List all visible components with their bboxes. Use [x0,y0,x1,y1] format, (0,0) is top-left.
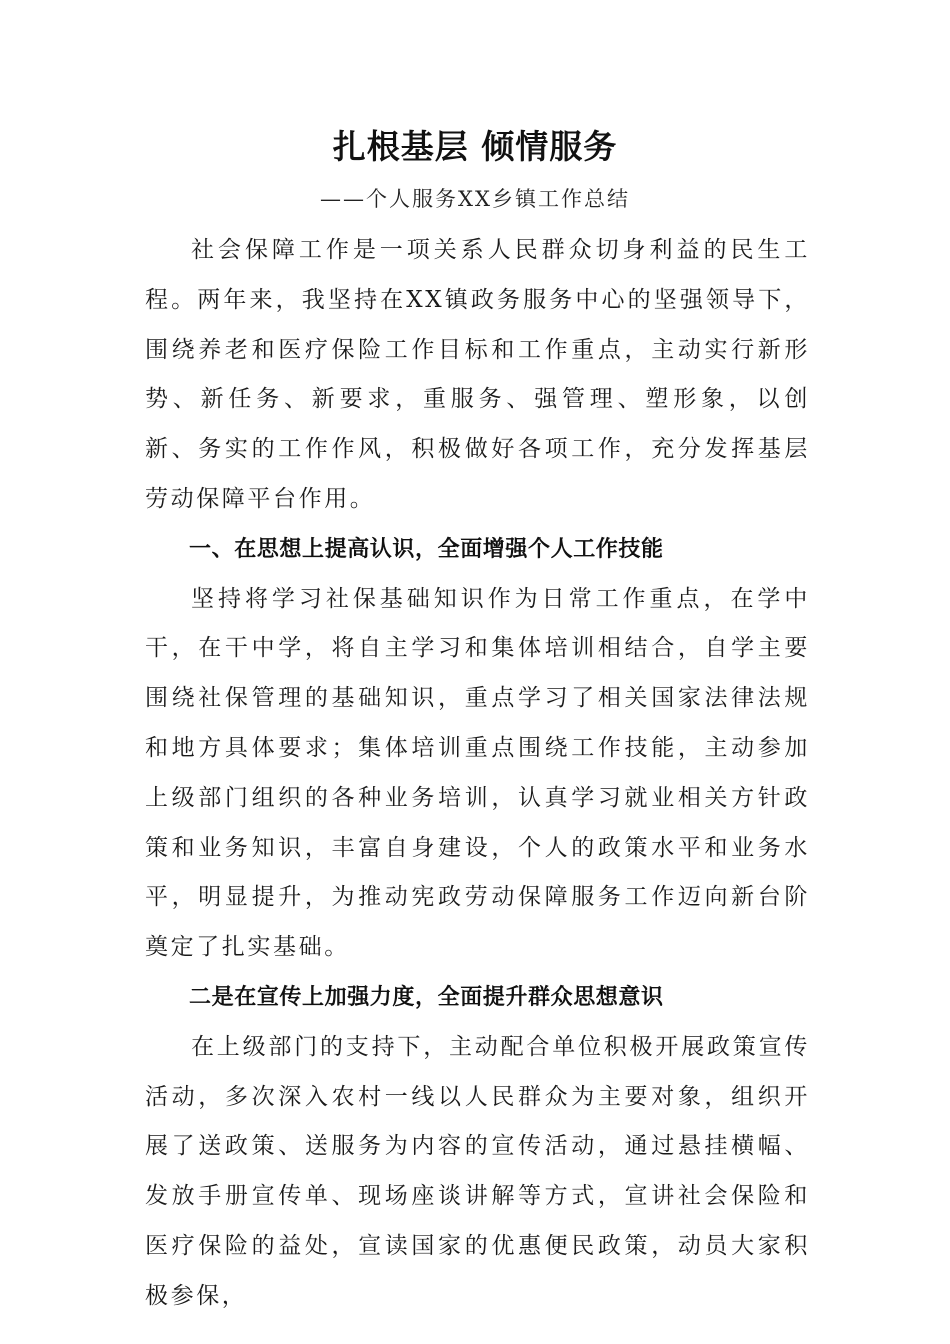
section-heading-1: 一、在思想上提高认识，全面增强个人工作技能 [189,536,664,562]
section-1-paragraph: 坚持将学习社保基础知识作为日常工作重点，在学中干，在干中学，将自主学习和集体培训相结合，自学主要围绕社保管理的基础知识，重点学习了相关国家法律法规和地方具体要求；集体培训重点围绕工作技能，主动参加上级部门组织的各种业务培训，认真学习就业相关方针政策和业务知识，丰富自身建设，个人的政策水平和业务水平，明显提升，为推动宪政劳动保障服务工作迈向新台阶奠定了扎实基础。 [145,585,810,961]
document-body [145,226,810,1322]
intro-paragraph: 社会保障工作是一项关系人民群众切身利益的民生工程。两年来，我坚持在XX镇政务服务中心的坚强领导下，围绕养老和医疗保险工作目标和工作重点，主动实行新形势、新任务、新要求，重服务、强管理、塑形象，以创新、务实的工作作风，积极做好各项工作，充分发挥基层劳动保障平台作用。 [145,237,810,512]
section-2-paragraph: 在上级部门的支持下，主动配合单位积极开展政策宣传活动，多次深入农村一线以人民群众为主要对象，组织开展了送政策、送服务为内容的宣传活动，通过悬挂横幅、发放手册宣传单、现场座谈讲解等方式，宣讲社会保险和医疗保险的益处，宣读国家的优惠便民政策，动员大家积极参保， [145,1033,810,1309]
document-subtitle: ——个人服务XX乡镇工作总结 [320,187,630,211]
section-heading-2: 二是在宣传上加强力度，全面提升群众思想意识 [189,984,664,1010]
document-title: 扎根基层 倾情服务 [332,127,618,166]
